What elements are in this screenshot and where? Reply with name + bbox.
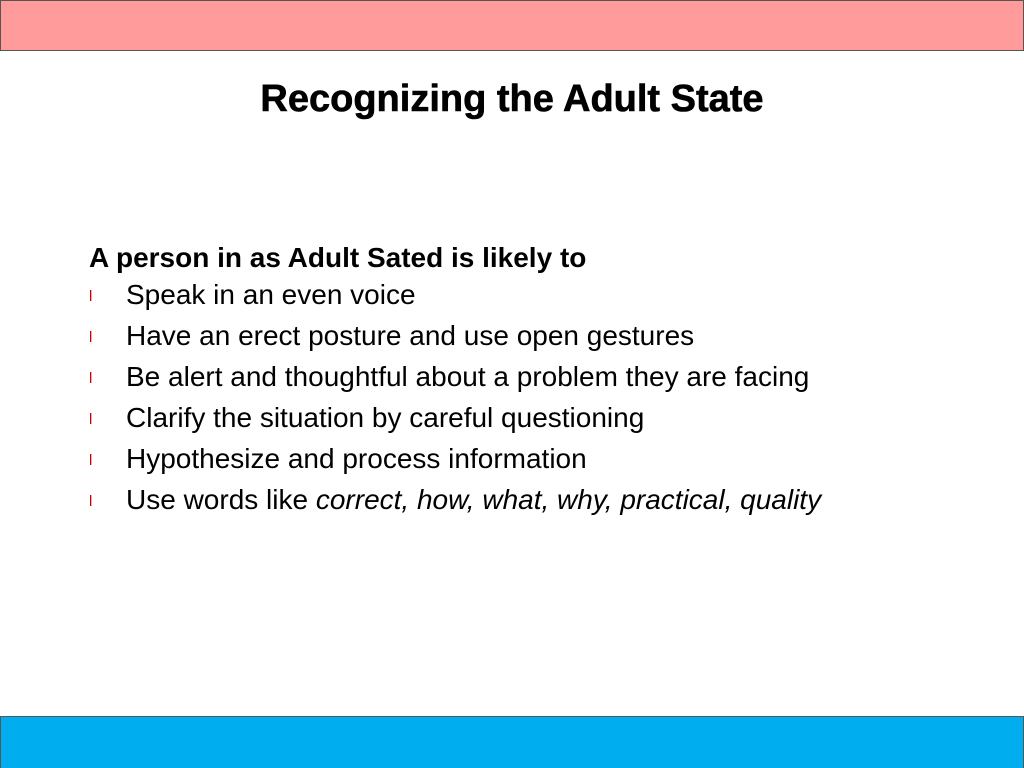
bullet-icon: l — [89, 411, 93, 428]
bullet-text: Have an erect posture and use open gestures — [126, 320, 695, 351]
bullet-item — [89, 279, 889, 311]
bullet-item — [89, 402, 889, 434]
bullet-text: Speak in an even voice — [126, 279, 416, 310]
bottom-color-band — [0, 716, 1024, 768]
slide-body — [89, 239, 889, 525]
slide-title: Recognizing the Adult State — [260, 78, 764, 120]
bullet-text: Use words like — [126, 484, 316, 515]
bullet-item — [89, 484, 889, 516]
bullet-item — [89, 320, 889, 352]
bullet-item — [89, 361, 889, 393]
bullet-icon: l — [89, 370, 93, 387]
bullet-icon: l — [89, 493, 93, 510]
bullet-icon: l — [89, 288, 93, 305]
bullet-text: Hypothesize and process information — [126, 443, 587, 474]
intro-line: A person in as Adult Sated is likely to — [89, 242, 587, 273]
bullet-list — [89, 279, 889, 516]
bullet-item — [89, 443, 889, 475]
bullet-icon: l — [89, 452, 93, 469]
bullet-text: Be alert and thoughtful about a problem they are facing — [126, 361, 810, 392]
top-color-band — [0, 0, 1024, 51]
bullet-text: Clarify the situation by careful questioning — [126, 402, 645, 433]
bullet-italic-words: correct, how, what, why, practical, quality — [315, 484, 822, 515]
bullet-icon: l — [89, 329, 93, 346]
